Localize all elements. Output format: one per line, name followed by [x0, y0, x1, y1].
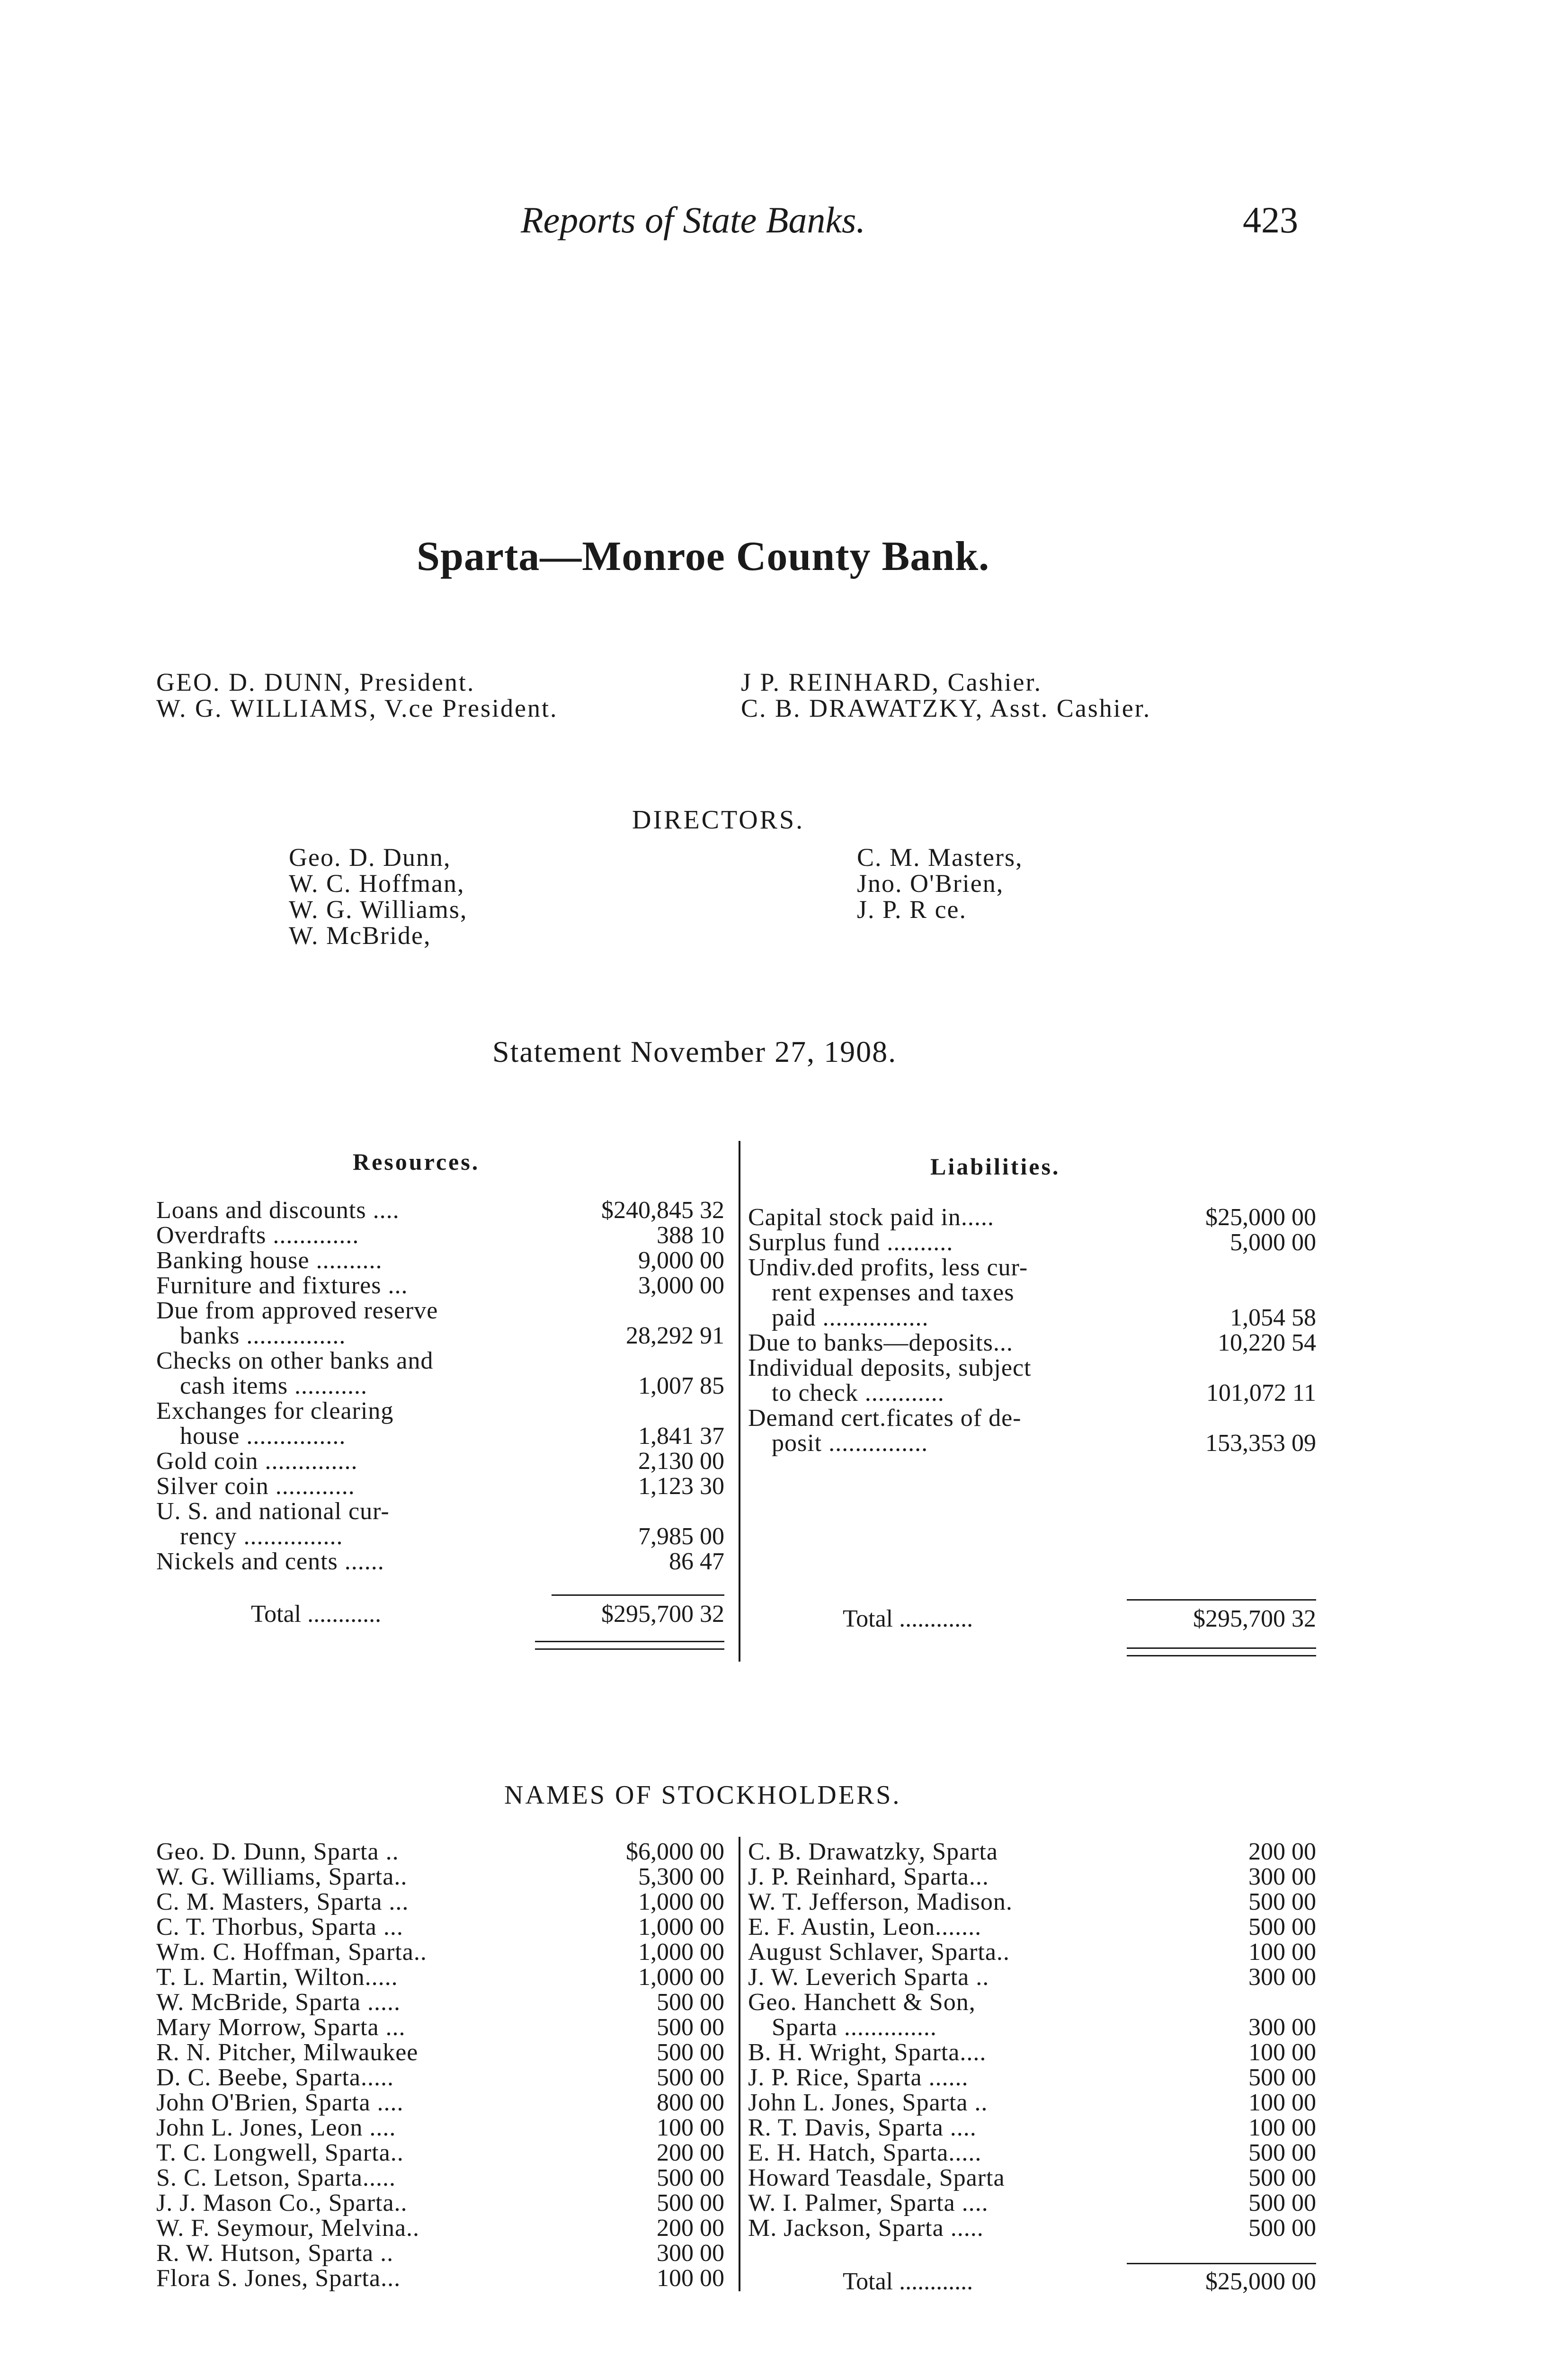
stockholder-row	[156, 2115, 724, 2140]
liability-row	[748, 1330, 1316, 1355]
liability-row-amount: 5,000 00	[1230, 1229, 1316, 1256]
stockholder-row-label: Geo. Hanchett & Son,	[748, 1989, 976, 2016]
resources-double-rule	[535, 1648, 724, 1650]
liability-row	[748, 1230, 1316, 1255]
resource-row-amount: 1,841 37	[638, 1423, 724, 1450]
directors-heading: DIRECTORS.	[632, 805, 805, 835]
resource-row-label: Checks on other banks and	[156, 1347, 434, 1374]
liability-row-amount: $25,000 00	[1205, 1204, 1316, 1231]
stockholders-total-rule	[1127, 2263, 1316, 2264]
resource-row-label: Furniture and fixtures ...	[156, 1272, 408, 1299]
resources-total-rule	[552, 1594, 724, 1596]
stockholder-row-amount: 300 00	[1248, 2014, 1316, 2041]
stockholders-total-label: Total ............	[843, 2268, 973, 2295]
resource-row	[156, 1273, 724, 1298]
stockholder-row-label: C. T. Thorbus, Sparta ...	[156, 1913, 403, 1940]
director-name: W. C. Hoffman,	[289, 869, 465, 898]
stockholder-row	[748, 2165, 1316, 2190]
stockholder-row	[748, 2190, 1316, 2216]
stockholder-row-amount: 1,000 00	[638, 1913, 724, 1940]
stockholder-row	[156, 1839, 724, 1864]
stockholder-row-label: T. C. Longwell, Sparta..	[156, 2139, 404, 2166]
stockholder-row-label: C. B. Drawatzky, Sparta	[748, 1838, 998, 1865]
stockholder-row	[748, 1889, 1316, 1914]
resource-row-amount: 1,007 85	[638, 1372, 724, 1399]
liability-row-label: Capital stock paid in.....	[748, 1204, 994, 1231]
officer-president: GEO. D. DUNN, President.	[156, 668, 475, 696]
resource-row-label: Gold coin ..............	[156, 1448, 358, 1475]
stockholder-row-amount: 500 00	[1248, 2064, 1316, 2091]
resource-row-label: Banking house ..........	[156, 1247, 383, 1274]
liability-row	[748, 1280, 1316, 1305]
stockholder-row-label: R. W. Hutson, Sparta ..	[156, 2240, 394, 2267]
liability-row-amount: 153,353 09	[1205, 1430, 1316, 1457]
resource-row	[156, 1398, 724, 1424]
stockholder-row	[156, 2015, 724, 2040]
stockholder-row-label: John O'Brien, Sparta ....	[156, 2089, 404, 2116]
stockholder-row	[156, 2040, 724, 2065]
stockholder-row	[748, 2140, 1316, 2165]
resource-row-amount: 9,000 00	[638, 1247, 724, 1274]
stockholder-row-label: R. N. Pitcher, Milwaukee	[156, 2039, 419, 2066]
resource-row	[156, 1198, 724, 1223]
stockholder-row-amount: 300 00	[657, 2240, 724, 2267]
stockholder-row-amount: 1,000 00	[638, 1939, 724, 1966]
resource-row-label: Exchanges for clearing	[156, 1397, 394, 1424]
liability-row-label: Individual deposits, subject	[748, 1354, 1032, 1381]
stockholder-row-amount: 100 00	[1248, 2114, 1316, 2141]
stockholder-row	[156, 2266, 724, 2291]
officer-cashier: J P. REINHARD, Cashier.	[741, 668, 1042, 696]
stockholder-row	[748, 1965, 1316, 1990]
statement-title: Statement November 27, 1908.	[492, 1035, 897, 1068]
stockholder-row-label: W. F. Seymour, Melvina..	[156, 2215, 420, 2242]
stockholder-row	[748, 2216, 1316, 2241]
resource-row-amount: 2,130 00	[638, 1448, 724, 1475]
stockholder-row	[156, 2165, 724, 2190]
resources-table	[156, 1198, 724, 1574]
stockholder-row	[156, 1889, 724, 1914]
stockholders-right-list	[748, 1839, 1316, 2241]
stockholders-heading: NAMES OF STOCKHOLDERS.	[504, 1780, 901, 1810]
stockholder-row-label: J. P. Rice, Sparta ......	[748, 2064, 969, 2091]
stockholder-row	[748, 2090, 1316, 2115]
liability-row-label: posit ...............	[772, 1430, 928, 1457]
bank-name: Sparta—Monroe County Bank.	[417, 534, 990, 579]
resource-row-amount: 3,000 00	[638, 1272, 724, 1299]
stockholder-row	[748, 1864, 1316, 1889]
resource-row-label: Due from approved reserve	[156, 1297, 438, 1324]
stockholder-row-label: T. L. Martin, Wilton.....	[156, 1964, 398, 1991]
resource-row	[156, 1474, 724, 1499]
liabilities-heading: Liabilities.	[930, 1153, 1060, 1180]
liabilities-total: $295,700 32	[1193, 1605, 1316, 1632]
resource-row-amount: 86 47	[669, 1548, 724, 1575]
liability-row	[748, 1205, 1316, 1230]
liability-row	[748, 1406, 1316, 1431]
stockholder-row-label: J. J. Mason Co., Sparta..	[156, 2189, 408, 2216]
resource-row	[156, 1499, 724, 1524]
stockholder-row-amount: 500 00	[657, 2189, 724, 2216]
director-name: C. M. Masters,	[857, 843, 1023, 872]
stockholder-row	[748, 1839, 1316, 1864]
stockholder-row-label: W. G. Williams, Sparta..	[156, 1863, 408, 1890]
liability-row-label: rent expenses and taxes	[772, 1279, 1015, 1306]
stockholder-row-amount: 500 00	[1248, 1913, 1316, 1940]
liability-row-amount: 101,072 11	[1206, 1379, 1316, 1406]
stockholder-row-amount: 300 00	[1248, 1964, 1316, 1991]
stockholder-row	[156, 1914, 724, 1940]
stockholder-row-amount: 100 00	[657, 2265, 724, 2292]
stockholder-row-label: E. F. Austin, Leon.......	[748, 1913, 982, 1940]
resource-row-amount: 1,123 30	[638, 1473, 724, 1500]
stockholder-row-label: Flora S. Jones, Sparta...	[156, 2265, 401, 2292]
resource-row-amount: 7,985 00	[638, 1523, 724, 1550]
resource-row-label: Overdrafts .............	[156, 1222, 359, 1249]
stockholder-row-amount: 500 00	[657, 2064, 724, 2091]
stockholder-row-amount: 100 00	[1248, 2039, 1316, 2066]
director-name: W. G. Williams,	[289, 895, 468, 924]
stockholder-row-amount: 500 00	[1248, 2139, 1316, 2166]
resource-row	[156, 1373, 724, 1398]
stockholders-total: $25,000 00	[1205, 2268, 1316, 2295]
stockholder-row-amount: 500 00	[657, 2014, 724, 2041]
stockholder-row-amount: 800 00	[657, 2089, 724, 2116]
stockholder-row	[156, 2090, 724, 2115]
stockholder-row-amount: 500 00	[1248, 2215, 1316, 2242]
stockholder-row-label: J. W. Leverich Sparta ..	[748, 1964, 989, 1991]
resource-row	[156, 1424, 724, 1449]
liability-row-label: to check ............	[772, 1379, 944, 1406]
stockholder-row	[156, 1940, 724, 1965]
resource-row-amount: 28,292 91	[626, 1322, 724, 1349]
stockholder-row-label: E. H. Hatch, Sparta.....	[748, 2139, 982, 2166]
stockholder-row-label: John L. Jones, Leon ....	[156, 2114, 396, 2141]
liabilities-double-rule	[1127, 1655, 1316, 1656]
stockholder-row	[156, 2140, 724, 2165]
running-title: Reports of State Banks.	[521, 199, 865, 240]
stockholder-row-label: W. I. Palmer, Sparta ....	[748, 2189, 989, 2216]
resource-row	[156, 1524, 724, 1549]
stockholder-row-label: August Schlaver, Sparta..	[748, 1939, 1010, 1966]
resource-row-label: Loans and discounts ....	[156, 1197, 400, 1224]
resource-row	[156, 1549, 724, 1574]
stockholder-row-label: Wm. C. Hoffman, Sparta..	[156, 1939, 427, 1966]
stockholder-row-label: W. T. Jefferson, Madison.	[748, 1888, 1013, 1915]
stockholder-row	[156, 2241, 724, 2266]
stockholder-row-label: Geo. D. Dunn, Sparta ..	[156, 1838, 399, 1865]
column-divider	[739, 1141, 740, 1662]
liability-row-label: Undiv.ded profits, less cur-	[748, 1254, 1028, 1281]
stockholder-row-label: R. T. Davis, Sparta ....	[748, 2114, 977, 2141]
resource-row-label: cash items ...........	[180, 1372, 368, 1399]
stockholder-row-amount: 200 00	[657, 2215, 724, 2242]
stockholder-row	[748, 2065, 1316, 2090]
resource-row-label: house ...............	[180, 1423, 346, 1450]
liability-row-label: Demand cert.ficates of de-	[748, 1405, 1022, 1432]
stockholder-row-amount: 100 00	[1248, 2089, 1316, 2116]
resource-row-amount: $240,845 32	[601, 1197, 724, 1224]
liability-row	[748, 1431, 1316, 1456]
liability-row	[748, 1355, 1316, 1380]
stockholder-row-amount: 300 00	[1248, 1863, 1316, 1890]
stockholder-row-label: J. P. Reinhard, Sparta...	[748, 1863, 989, 1890]
liability-row	[748, 1305, 1316, 1330]
liabilities-table	[748, 1205, 1316, 1456]
resource-row-label: U. S. and national cur-	[156, 1498, 390, 1525]
stockholder-row-amount: 500 00	[657, 1989, 724, 2016]
resource-row-amount: 388 10	[657, 1222, 724, 1249]
stockholder-row-label: W. McBride, Sparta .....	[156, 1989, 401, 2016]
stockholder-row-label: Howard Teasdale, Sparta	[748, 2164, 1005, 2191]
stockholder-row	[156, 2216, 724, 2241]
resource-row	[156, 1449, 724, 1474]
stockholder-row-amount: 1,000 00	[638, 1888, 724, 1915]
officer-vice-president: W. G. WILLIAMS, V.ce President.	[156, 694, 558, 722]
stockholders-divider	[739, 1837, 740, 2291]
resources-double-rule	[535, 1641, 724, 1642]
resource-row-label: rency ...............	[180, 1523, 343, 1550]
liabilities-double-rule	[1127, 1647, 1316, 1649]
liability-row-amount: 10,220 54	[1218, 1329, 1316, 1356]
resource-row	[156, 1248, 724, 1273]
resources-total-label: Total ............	[251, 1601, 382, 1628]
stockholder-row	[748, 2040, 1316, 2065]
stockholder-row	[156, 1864, 724, 1889]
resources-heading: Resources.	[353, 1148, 480, 1175]
stockholder-row-amount: 200 00	[1248, 1838, 1316, 1865]
resource-row-label: Nickels and cents ......	[156, 1548, 384, 1575]
liability-row-label: paid ................	[772, 1304, 929, 1331]
director-name: J. P. R ce.	[857, 895, 967, 924]
liability-row-label: Surplus fund ..........	[748, 1229, 953, 1256]
officer-asst-cashier: C. B. DRAWATZKY, Asst. Cashier.	[741, 694, 1151, 722]
liability-row-label: Due to banks—deposits...	[748, 1329, 1013, 1356]
resource-row	[156, 1298, 724, 1323]
stockholder-row-amount: $6,000 00	[626, 1838, 724, 1865]
stockholder-row-amount: 500 00	[1248, 2189, 1316, 2216]
liabilities-total-rule	[1127, 1599, 1316, 1601]
resource-row-label: banks ...............	[180, 1322, 346, 1349]
liability-row-amount: 1,054 58	[1230, 1304, 1316, 1331]
stockholder-row	[748, 2015, 1316, 2040]
stockholder-row-label: Sparta ..............	[772, 2014, 937, 2041]
stockholder-row-amount: 100 00	[657, 2114, 724, 2141]
director-name: Jno. O'Brien,	[857, 869, 1004, 898]
stockholder-row-label: C. M. Masters, Sparta ...	[156, 1888, 409, 1915]
stockholder-row-amount: 200 00	[657, 2139, 724, 2166]
stockholder-row-amount: 500 00	[657, 2164, 724, 2191]
stockholder-row-label: John L. Jones, Sparta ..	[748, 2089, 988, 2116]
stockholder-row-amount: 500 00	[657, 2039, 724, 2066]
resource-row	[156, 1348, 724, 1373]
stockholder-row	[748, 1914, 1316, 1940]
liability-row	[748, 1380, 1316, 1406]
resource-row	[156, 1323, 724, 1348]
stockholder-row	[748, 1990, 1316, 2015]
stockholder-row-amount: 100 00	[1248, 1939, 1316, 1966]
liabilities-total-label: Total ............	[843, 1605, 973, 1632]
stockholder-row-label: B. H. Wright, Sparta....	[748, 2039, 987, 2066]
resource-row	[156, 1223, 724, 1248]
stockholder-row-label: S. C. Letson, Sparta.....	[156, 2164, 396, 2191]
stockholder-row	[156, 1965, 724, 1990]
stockholder-row-amount: 500 00	[1248, 2164, 1316, 2191]
stockholder-row-amount: 5,300 00	[638, 1863, 724, 1890]
stockholder-row	[748, 2115, 1316, 2140]
stockholder-row-label: D. C. Beebe, Sparta.....	[156, 2064, 394, 2091]
stockholder-row-amount: 500 00	[1248, 1888, 1316, 1915]
director-name: Geo. D. Dunn,	[289, 843, 451, 872]
stockholder-row	[156, 2190, 724, 2216]
stockholder-row	[156, 1990, 724, 2015]
director-name: W. McBride,	[289, 921, 431, 950]
stockholder-row-amount: 1,000 00	[638, 1964, 724, 1991]
resource-row-label: Silver coin ............	[156, 1473, 355, 1500]
liability-row	[748, 1255, 1316, 1280]
resources-total: $295,700 32	[601, 1601, 724, 1628]
stockholder-row	[156, 2065, 724, 2090]
stockholders-left-list	[156, 1839, 724, 2291]
stockholder-row-label: M. Jackson, Sparta .....	[748, 2215, 984, 2242]
stockholder-row-label: Mary Morrow, Sparta ...	[156, 2014, 406, 2041]
stockholder-row	[748, 1940, 1316, 1965]
page-number: 423	[1243, 199, 1298, 240]
